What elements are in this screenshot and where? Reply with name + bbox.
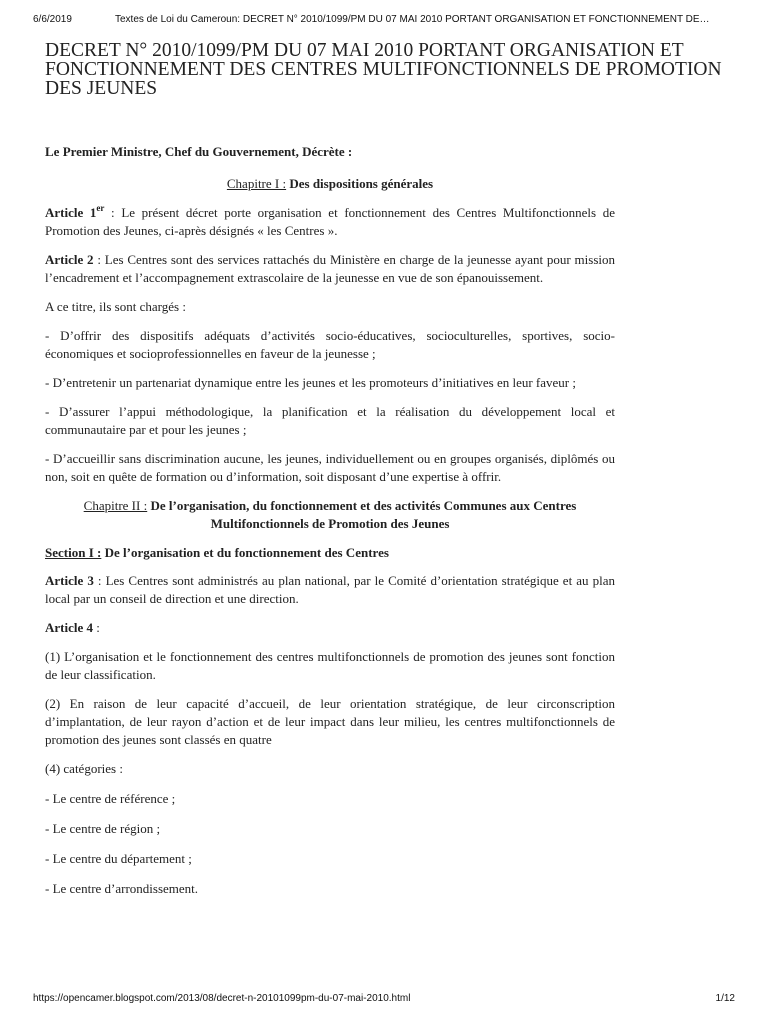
article-1-text: : Le présent décret porte organisation et fonctionnement des Centres Multifonctionnels de Promotion des Jeunes, ci-après désignés « les Centres ». xyxy=(45,205,615,238)
print-page-title: Textes de Loi du Cameroun: DECRET N° 2010/1099/PM DU 07 MAI 2010 PORTANT ORGANISATION ET FONCTIONNEMENT DE… xyxy=(115,14,710,25)
chapter-1-label: Chapitre I : xyxy=(226,176,287,191)
list-item: - D’assurer l’appui méthodologique, la planification et la réalisation du développement local et communautaire par et pour les jeunes ; xyxy=(45,404,615,437)
article-4-text: : xyxy=(93,620,100,635)
chapter-2-label: Chapitre II : xyxy=(83,498,148,513)
list-item: - D’entretenir un partenariat dynamique entre les jeunes et les promoteurs d’initiatives en leur faveur ; xyxy=(45,375,576,390)
article-2-intro: A ce titre, ils sont chargés : xyxy=(45,299,186,314)
article-2 xyxy=(45,251,615,287)
article-3-label: Article 3 xyxy=(45,573,94,588)
document-body xyxy=(45,143,615,910)
article-4-paragraph: (4) catégories : xyxy=(45,761,123,776)
article-1 xyxy=(45,204,615,240)
chapter-2-heading xyxy=(45,497,615,533)
list-item: - Le centre d’arrondissement. xyxy=(45,881,199,896)
document-title: DECRET N° 2010/1099/PM DU 07 MAI 2010 PORTANT ORGANISATION ET FONCTIONNEMENT DES CENTRES MULTIFONCTIONNELS DE PROMOTION DES JEUNES xyxy=(45,40,722,99)
list-item: - Le centre de région ; xyxy=(45,821,161,836)
article-2-label: Article 2 xyxy=(45,252,94,267)
section-1-label: Section I : xyxy=(45,545,102,560)
chapter-1-title: Des dispositions générales xyxy=(286,176,434,191)
chapter-1-heading xyxy=(45,175,615,193)
article-1-label: Article 1 xyxy=(45,205,97,220)
list-item: - D’accueillir sans discrimination aucune, les jeunes, individuellement ou en groupes organisés, diplômés ou non, soit en quête de formation ou d’information, soit disposant d’une expertise à offrir. xyxy=(45,451,615,484)
chapter-2-title: De l’organisation, du fonctionnement et des activités Communes aux Centres Multifonctionnels de Promotion des Jeunes xyxy=(147,498,577,531)
print-url: https://opencamer.blogspot.com/2013/08/decret-n-20101099pm-du-07-mai-2010.html xyxy=(33,993,411,1004)
article-1-sup: er xyxy=(96,203,105,213)
article-3-text: : Les Centres sont administrés au plan national, par le Comité d’orientation stratégique et au plan local par un conseil de direction et une direction. xyxy=(45,573,615,606)
article-4-paragraph: (2) En raison de leur capacité d’accueil, de leur orientation stratégique, de leur circonscription d’implantation, de leur rayon d’action et de leur impact dans leur milieu, les centres multifonctionnels de promotion des jeunes sont classés en quatre xyxy=(45,696,615,747)
list-item: - Le centre du département ; xyxy=(45,851,192,866)
list-item: - D’offrir des dispositifs adéquats d’activités socio-éducatives, socioculturelles, sportives, socio-économiques et socioprofessionnelles en faveur de la jeunesse ; xyxy=(45,328,615,361)
preamble: Le Premier Ministre, Chef du Gouvernement, Décrète : xyxy=(45,144,353,159)
print-date: 6/6/2019 xyxy=(33,14,72,25)
article-4-label: Article 4 xyxy=(45,620,94,635)
section-1-heading xyxy=(45,544,615,562)
page-number: 1/12 xyxy=(715,993,735,1004)
article-2-text: : Les Centres sont des services rattachés du Ministère en charge de la jeunesse ayant pour mission l’encadrement et l’accompagnement extrascolaire de la jeunesse en vue de son épanouissement. xyxy=(45,252,615,285)
print-header xyxy=(33,14,748,25)
list-item: - Le centre de référence ; xyxy=(45,791,176,806)
section-1-title: De l’organisation et du fonctionnement des Centres xyxy=(101,545,389,560)
article-4 xyxy=(45,619,615,637)
article-4-paragraph: (1) L’organisation et le fonctionnement des centres multifonctionnels de promotion des jeunes sont fonction de leur classification. xyxy=(45,649,615,682)
article-3 xyxy=(45,572,615,608)
print-footer xyxy=(33,993,735,1004)
